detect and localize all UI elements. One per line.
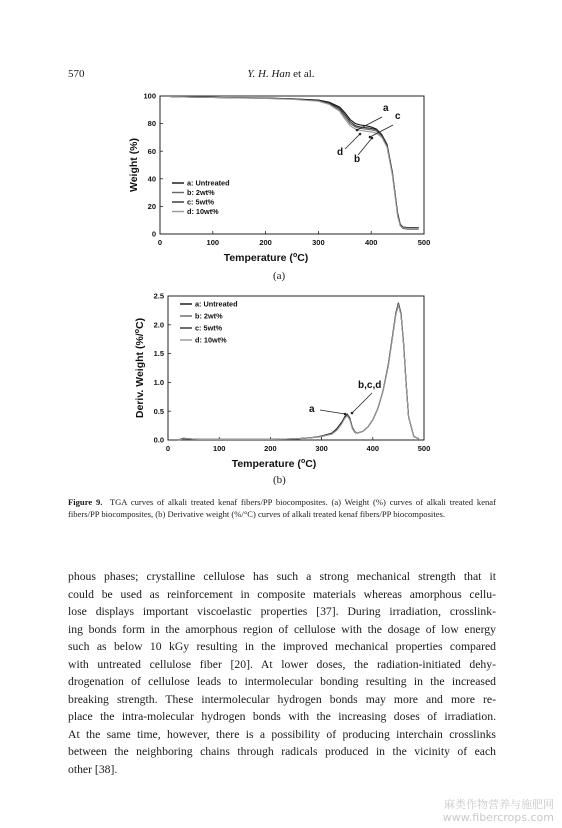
watermark <box>443 798 554 824</box>
y-tick-label: 60 <box>147 146 156 156</box>
x-tick-label: 500 <box>417 444 431 453</box>
body-line: could be used as reinforcement in composite materials whereas amorphous cellu- <box>68 587 496 601</box>
y-tick-label: 2.5 <box>153 291 164 301</box>
x-tick-label: 200 <box>264 444 277 453</box>
x-axis-label <box>232 458 317 470</box>
legend-label: a: Untreated <box>187 178 230 188</box>
legend-label: b: 2wt% <box>195 311 223 321</box>
y-axis-label: Weight (%) <box>128 137 140 193</box>
subfigure-label-a: (a) <box>273 270 286 282</box>
annotation-label: c <box>395 111 401 122</box>
legend-label: c: 5wt% <box>195 323 223 333</box>
running-head-suffix: et al. <box>290 68 315 80</box>
x-tick-label: 400 <box>366 444 380 453</box>
body-line: place the intra-molecular hydrogen bonds with the increasing doses of irradiation. <box>68 710 496 724</box>
watermark-line-2: www.fibercrops.com <box>442 811 554 824</box>
body-line: At the same time, however, there is a possibility of producing interchain crosslinks <box>68 727 496 741</box>
y-axis-label-sup: o <box>134 329 141 334</box>
annotation-label: a <box>309 404 315 415</box>
y-tick-label: 1.0 <box>153 378 164 387</box>
legend-label: d: 10wt% <box>187 207 219 217</box>
annotation-arrowhead <box>351 412 354 415</box>
annotation-arrowhead <box>359 133 362 136</box>
y-tick-label: 0.0 <box>153 435 164 445</box>
annotation-arrowhead <box>356 129 359 132</box>
y-tick-label: 100 <box>143 91 156 101</box>
x-axis-label-sup: o <box>292 252 298 259</box>
y-axis-label-end: C) <box>134 317 146 330</box>
annotation-label: b,c,d <box>358 380 382 391</box>
annotation-arrow <box>352 393 372 413</box>
running-head-author: Y. H. Han <box>247 68 291 80</box>
figure-caption <box>68 496 496 521</box>
x-axis-label-main: Temperature ( <box>223 252 293 264</box>
annotation-arrowhead <box>371 137 374 140</box>
annotation-arrow <box>345 134 360 149</box>
y-tick-label: 0.5 <box>153 406 164 416</box>
legend-label: a: Untreated <box>195 299 238 309</box>
annotation-arrow <box>358 138 372 155</box>
y-tick-label: 20 <box>147 202 156 211</box>
x-axis-label-end: C) <box>305 458 317 470</box>
y-axis-label-main: Deriv. Weight (%/ <box>134 333 146 419</box>
x-tick-label: 100 <box>212 444 226 453</box>
y-tick-label: 80 <box>147 119 156 129</box>
body-line: other [38]. <box>68 763 118 777</box>
body-line: ing bonds form in the amorphous region of cellulose with the dosage of low energy <box>68 622 496 636</box>
body-line: phous phases; crystalline cellulose has such a strong mechanical strength that it <box>68 570 496 583</box>
subfigure-label-b: (b) <box>273 474 286 486</box>
caption-label: Figure 9. <box>68 497 103 507</box>
x-tick-label: 300 <box>315 444 328 453</box>
y-tick-label: 40 <box>147 174 156 184</box>
legend-label: c: 5wt% <box>187 197 215 207</box>
body-line: with untreated cellulose fiber [20]. At lower doses, the radiation-initiated dehy- <box>68 657 496 671</box>
x-axis-label-end: C) <box>297 252 309 264</box>
y-tick-label: 0 <box>151 229 156 239</box>
x-tick-label: 0 <box>165 444 171 453</box>
page-number: 570 <box>68 68 85 80</box>
x-tick-label: 300 <box>312 238 325 247</box>
x-tick-label: 0 <box>157 238 163 247</box>
body-line: lose displays important viscoelastic properties [37]. During irradiation, crosslink- <box>68 605 496 619</box>
body-line: between the neighboring chains through radicals produced in the vicinity of each <box>68 745 496 759</box>
chart-derivative <box>134 292 430 470</box>
annotation-label: b <box>354 154 361 165</box>
chart-weight <box>128 92 430 264</box>
legend-label: d: 10wt% <box>195 335 227 345</box>
x-axis-label <box>224 252 309 264</box>
x-axis-label-sup: o <box>300 458 306 465</box>
y-axis-label <box>134 318 146 418</box>
x-tick-label: 100 <box>206 238 220 247</box>
x-axis-label-main: Temperature ( <box>231 458 301 470</box>
body-line: breaking strength. These intermolecular hydrogen bonds may more and more re- <box>68 692 496 706</box>
legend-label: b: 2wt% <box>187 188 215 198</box>
body-paragraph <box>68 568 496 779</box>
annotation-arrow <box>320 410 345 414</box>
body-line: such as below 10 kGy resulting in the improved mechanical properties compared <box>68 640 496 654</box>
caption-text: TGA curves of alkali treated kenaf fibers/PP biocomposites. (a) Weight (%) curves of alkali treated kenaf fibers/PP biocomposites, (b) Derivative weight (%/°C) curves of alkali treated kenaf fibers/PP biocomposites. <box>68 497 496 520</box>
y-tick-label: 2.0 <box>153 320 164 330</box>
x-tick-label: 500 <box>417 238 431 247</box>
body-line: drogenation of cellulose leads to intermolecular bonding resulting in the increased <box>68 675 496 689</box>
y-tick-label: 1.5 <box>153 349 164 359</box>
annotation-arrowhead <box>344 413 347 416</box>
x-tick-label: 400 <box>364 238 378 247</box>
x-tick-label: 200 <box>259 238 272 247</box>
annotation-label: d <box>337 147 344 158</box>
annotation-label: a <box>383 103 389 114</box>
watermark-line-1: 麻类作物营养与施肥网 <box>444 798 554 811</box>
